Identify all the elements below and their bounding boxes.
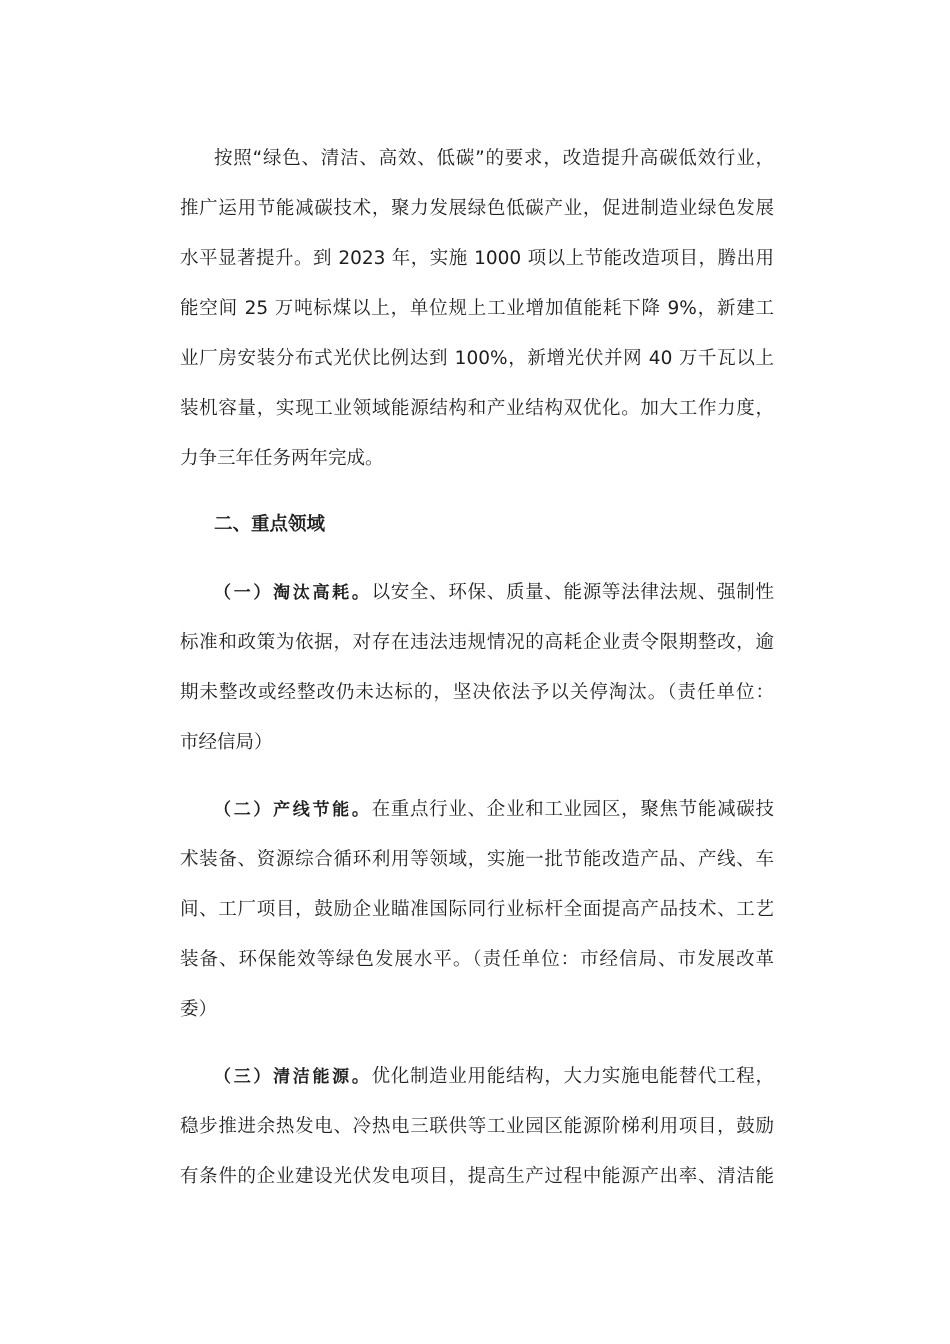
intro-line-1: 按照“绿色、清洁、高效、低碳”的要求，改造提升高碳低效行业， [214, 148, 774, 169]
item2-line-3: 间、工厂项目，鼓励企业瞄准国际同行业标杆全面提高产品技术、工艺 [180, 899, 774, 920]
item2-first-line-text: 在重点行业、企业和工业园区，聚焦节能减碳技 [371, 799, 774, 820]
item3-line-2: 稳步推进余热发电、冷热电三联供等工业园区能源阶梯利用项目，鼓励 [180, 1116, 774, 1137]
item2-line-2: 术装备、资源综合循环利用等领域，实施一批节能改造产品、产线、车 [180, 849, 774, 870]
intro-line-2: 推广运用节能减碳技术，聚力发展绿色低碳产业，促进制造业绿色发展 [180, 198, 774, 219]
intro-line-6: 装机容量，实现工业领域能源结构和产业结构双优化。加大工作力度， [180, 398, 774, 419]
item3-lead: （三）清洁能源。 [214, 1067, 372, 1087]
item1-line-2: 标准和政策为依据，对存在违法违规情况的高耗企业责令限期整改，逾 [180, 632, 774, 653]
item2-lead: （二）产线节能。 [214, 800, 372, 820]
intro-line-5: 业厂房安装分布式光伏比例达到 100%，新增光伏并网 40 万千瓦以上 [180, 348, 774, 369]
item1-lead: （一）淘汰高耗。 [214, 583, 372, 603]
item3-first-line [214, 1062, 774, 1092]
item2-line-4: 装备、环保能效等绿色发展水平。（责任单位：市经信局、市发展改革 [180, 949, 774, 970]
section-heading: 二、重点领域 [214, 514, 326, 535]
intro-line-3: 水平显著提升。到 2023 年，实施 1000 项以上节能改造项目，腾出用 [180, 248, 774, 269]
item2-first-line [214, 795, 774, 825]
item1-first-line [214, 578, 774, 608]
intro-line-4: 能空间 25 万吨标煤以上，单位规上工业增加值能耗下降 9%，新建工 [180, 298, 774, 319]
item3-line-3: 有条件的企业建设光伏发电项目，提高生产过程中能源产出率、清洁能 [180, 1166, 774, 1187]
item2-line-5: 委） [180, 999, 218, 1020]
item1-first-line-text: 以安全、环保、质量、能源等法律法规、强制性 [371, 582, 774, 603]
item1-line-3: 期未整改或经整改仍未达标的，坚决依法予以关停淘汰。（责任单位： [180, 682, 774, 703]
intro-line-7: 力争三年任务两年完成。 [180, 448, 384, 469]
item3-first-line-text: 优化制造业用能结构，大力实施电能替代工程， [371, 1066, 774, 1087]
item1-line-4: 市经信局） [180, 732, 273, 753]
